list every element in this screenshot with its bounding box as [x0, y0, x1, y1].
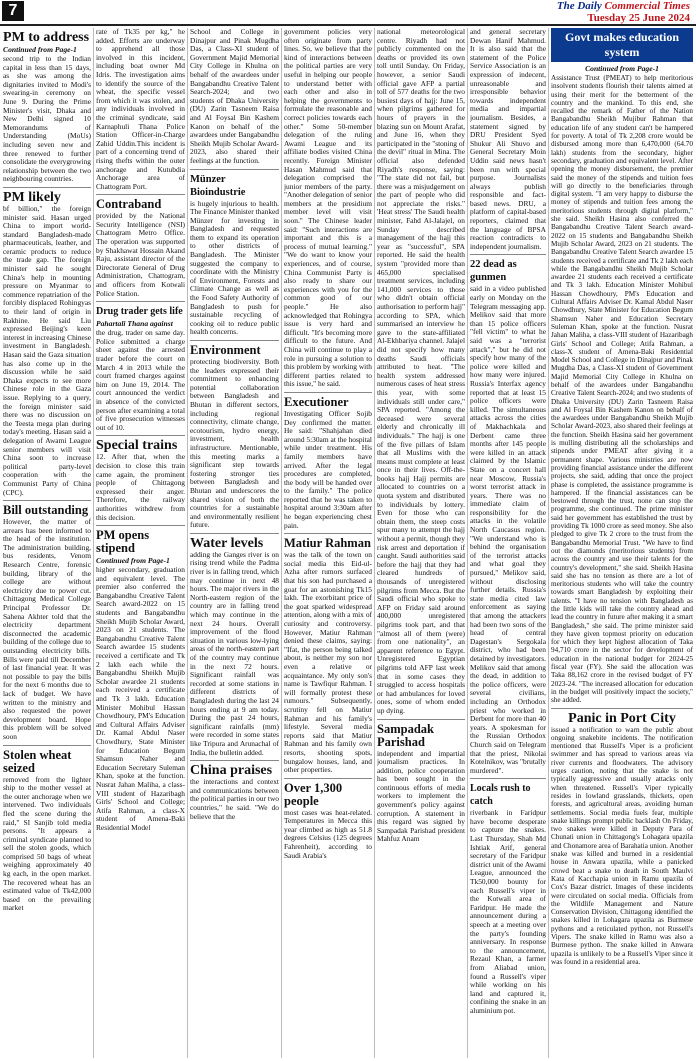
- divider: [3, 500, 91, 501]
- masthead: [0, 0, 696, 26]
- article-text: is hugely injurious to health. The Finance Minister thanked Münzer for investing in Bangladesh and requested them to expand its operation to other districts of Bangladesh. The Minister suggested the company to coordinate with the Ministry of Environment, Forests and Climate Change as well as the Food Safety Authority of Bangladesh to push for sustainable recycling of cooking oil to reduce public health concerns.: [190, 198, 279, 337]
- headline-govt-makes-education: Govt makes education system: [551, 28, 693, 62]
- divider: [284, 778, 372, 779]
- column-3: [190, 28, 279, 1058]
- divider: [284, 392, 372, 393]
- divider: [551, 708, 693, 709]
- headline-matiur-rahman: Matiur Rahman: [284, 536, 371, 551]
- article-text: protecting biodiversity. Both the leaders expressed their commitment to enhancing potential collaboration between Bangladesh and Bhutan in different sectors, including regional connectivity, climate change, ecotourism, hydro energy, investment, health infrastructure. Mentionable, this meeting marks a significant step towards fostering stronger ties between Bangladesh and Bhutan and underscores the shared vision of both the countries for a sustainable and environmentally resilient future.: [190, 357, 279, 530]
- paper-name-part2: Commercial Times: [604, 0, 690, 12]
- article-text: the interactions and context and communications between the political parties in our two countries," he said. "We do believe that the: [190, 777, 279, 821]
- article-text: issued a notification to warn the public about ongoing snakebite incidents. The notification mentioned that Russell's Viper is a proficient swimmer and has spread to various areas via river currents and floodwaters. The advisory urges caution, noting that the snake is not typically aggressive and usually attacks only when threatened. Russell's Viper typically resides in lowland grasslands, thickets, open forests, and agricultural areas, avoiding human settlements. Social media fuels fear, multiple snake killings prompt public backlash On Friday, two snakes were killed in Deputy Para of Chunati union in Chittagong's Lohagara upazila and Chonamore area of Barahatia union. Another snake was killed and burned in a residential house in Anwara upazila, while a panicked crowd beat a snake to death in South Maulvi Kata of Kacchapia union in Ramu upazila of Cox's Bazar district. Images of these incidents were circulated on social media. Officials from the Wildlife Management and Nature Conservation Division, Chittagong identified the snakes killed in Lohagara upazila as Burmese pythons and a reticulated python, not Russell's Vipers. The snake killed in Ramu was also a Burmese python. The snake killed in Anwara upazila is unlikely to be a Russell's Viper since it was found in a residential area.: [551, 725, 693, 966]
- column-4: [284, 28, 372, 1058]
- headline-bill-outstanding: Bill outstanding: [3, 503, 89, 518]
- headline-22-dead: 22 dead as gunmen: [470, 259, 517, 284]
- article-text: was the talk of the town on social media this Eid-ul-Azha after rumors surfaced that his son had purchased a goat for an astonishing Tk15 lakh. The exorbitant price of the goat sparked widespread attention, along with a mix of curiosity and controversy. However, Matiur Rahman denied these claims, saying: "Ifat, the person being talked about, is neither my son nor even a relative or acquaintance. My only son's name is Tawfiqur Rahman. I will formally protest these rumours." Subsequently, scrutiny fell on Matiur Rahman and his family's lifestyle. Several media reports said that Matiur Rahman and his family own resorts, shooting spots, bungalow houses, land, and other properties.: [284, 550, 372, 775]
- column-rule: [93, 28, 94, 1058]
- column-6: [470, 28, 546, 1058]
- column-5: [377, 28, 465, 1058]
- continued-label: Continued from Page-1: [3, 45, 77, 54]
- headline-drug-trader: Drug trader gets life: [96, 306, 183, 318]
- article-text: Assistance Trust (PMEAT) to help meritorious insolvent students flourish their talents aimed at using their merit for the betterment of the country and the mankind. To this end, she recalled the remark of Father of the Nation Bangabandhu Sheikh Mujibur Rahman that education life of any student can't be hampered for poverty. A total of Tk 2,208 crore would be disbursed among more than 6,470,000 (64.70 lakh) students from the secondary, higher secondary, graduation and equivalent level. After opening the money disbursement, the premier said the money of the stipends and tuition fees will go directly to the beneficiaries through digital system. "I am very happy to disburse the money of stipends and tuition fees among the meritorious students through digital platform," she said. Sheikh Hasina also conferred the Bangabandhu Creative Talent Search award-2022 on 15 students and Bangabandhu Sheikh Mujib Scholar Award, 2023 on 21 students. The Bangabandhu Creative Talent Search awardee 15 students received a certificate and Tk 2 lakh each while the Bangabandhu Sheikh Mujib Scholar awardee 21 students each received a certificate and Tk 3 lakh. Education Minister Mohibul Hassan Chowdhoury, PM's Education and Cultural Affairs Adviser Dr. Kamal Abdul Naser Chowdhury, State Minister for Education Begum Shamsun Naher and Education Secretary Suleman Khan, spoke at the function. Nusrat Jahan Maliha, a class-VIII student of Hazaribagh Girls' School and College; Atifa Rahman, a class-X student of Amena-Baki Residential Model School and College in Dinajpur and Pinak Mugdha Das, a Class-XI student of Government Majid Memorial City College in Khulna on behalf of the awardees under Bangabandhu Creative Talent Search-2024; and two students of Dhaka University (DU) Zarin Tasneem Raisa and Al Foysal Bin Kashem Kanon on behalf of the awardees under Bangabandhu Sheikh Mujib Scholar Award-2023, also shared their feelings at the function. Sheikh Hasina said her government is mulling distributing all the scholarships and stipends under PMEAT after giving it a permanent shape. Various ministries are now providing financial assistance under the different projects, she said, adding that once the project phase is completed, the assistance programme is hampered. If the financial assistances can be bestowed through the trust, none can stop the programme, she continued. The prime minister said her government has established the trust by providing Tk 1000 crore as seed money. She also pledged to give Tk 2 crore to the trust from the Bangabandhu Memorial Trust. "We have to find out the diamonds (meritorious students) from across the country and use their talents for the country's development," she said. Sheikh Hasina said she has no tension as there are a lot of meritorious students who will take the country towards smart Bangladesh by exploiting their talents. "I have no tension with Bangladesh as the little kids will take the country ahead and lead the country in future after making it a smart Bangladesh," she said. The prime minister said they have given topmost priority on education for which they kept highest allocation of Taka 94,710 crore in the sector for development of education in the national budget for 2024-25 fiscal year (FY). She said the allocation was Taka 88,162 crore in the revised budget of FY 2023-24. "The increased allocation for education in the budget will positively impact the society," she added.: [551, 74, 693, 705]
- column-rule: [467, 28, 468, 1058]
- headline-munzer: Münzer Bioindustrie: [190, 173, 246, 198]
- headline-contraband: Contraband: [96, 197, 162, 212]
- divider: [96, 435, 185, 436]
- article-text: said in a video published early on Monday on the Telegram messaging app. Melikov said that more than 15 police officers "fell victim" to what he said was a "terrorist attack"," but he did not specify how many of the police were killed and how many were injured. Russia's Interfax agency reported that at least 15 police officers were killed. The simultaneous attacks across the cities of Makhachkala and Derbent came three months after 145 people were killed in an attack claimed by the Islamic State on a concert hall near Moscow, Russia's worst terrorist attack in years. There was no immediate claim of responsibility for the attacks in the volatile North Caucasus region. "We understand who is behind the organisation of the terrorist attacks and what goal they pursued," Melikov said, without disclosing further details. Russia's state media cited law enforcement as saying that among the attackers had been two sons of the head of central Dagestan's Sergokala district, who had been detained by investigators. Melikov said that among the dead, in addition to the police officers, were several civilians, including an Orthodox priest who worked in Derbent for more than 40 years. A spokesman for the Russian Orthodox Church said on Telegram that the priest, Nikolai Kotelnikov, was "brutally murdered".: [470, 284, 546, 775]
- article-text: higher secondary, graduation and equivalent level. The premier also conferred the Bangabandhu Creative Talent Search award-2022 on 15 students and Bangabandhu Sheikh Mujib Scholar Award, 2023 on 21 students. The Bangabandhu Creative Talent Search awardee 15 students received a certificate and Tk 2 lakh each while the Bangabandhu Sheikh Mujib Scholar awardee 21 students each received a certificate and Tk 3 lakh. Education Minister Mohibul Hassan Chowdhoury, PM's Education and Cultural Affairs Adviser Dr. Kamal Abdul Naser Chowdhury, State Minister for Education Begum Shamsun Naher and Education Secretary Suleman Khan, spoke at the function. Nusrat Jahan Maliha, a class-VIII student of Hazaribagh Girls' School and College; Atifa Rahman, a class-X student of Amena-Baki Residential Model: [96, 565, 185, 832]
- headline-sampadak-parishad: Sampadak Parishad: [377, 721, 434, 749]
- article-text: School and College in Dinajpur and Pinak Mugdha Das, a Class-XI student of Government Majid Memorial City College in Khulna on behalf of the awardees under Bangabandhu Creative Talent Search-2024; and two students of Dhaka University (DU) Zarin Tasneem Raisa and Al Foysal Bin Kashem Kanon on behalf of the awardees under Bangabandhu Sheikh Mujib Scholar Award-2023, also shared their feelings at the function.: [190, 28, 279, 165]
- column-rule: [281, 28, 282, 1058]
- divider: [96, 301, 185, 302]
- headline-over-1300: Over 1,300 people: [284, 780, 343, 808]
- column-2: [96, 28, 185, 1058]
- divider: [470, 254, 546, 255]
- divider: [96, 194, 185, 195]
- article-text: national meteorological centre. Riyadh had not publicly commented on the deaths or provided its own toll until Sunday. On Friday, however, a senior Saudi official gave AFP a partial toll of 577 deaths for the two busiest days of hajj: June 15, when pilgrims gathered for hours of prayers in the blazing sun on Mount Arafat, and June 16, when they participated in the "stoning of the devil" ritual in Mina. The official also defended Riyadh's response, saying: "The state did not fail, but there was a misjudgement on the part of people who did not appreciate the risks." 'Heat stress' The Saudi health minister, Fahd Al-Jalajel, on Sunday described management of the hajj this year as "successful", SPA reported. He said the health system "provided more than 465,000 specialised treatment services, including 141,000 services to those who didn't obtain official authorisation to perform hajj" according to SPA, which summarised an interview he gave to the state-affiliated Al-Ekhbariya channel. Jalajel did not specify how many deaths Saudi officials attributed to heat. "The health system addressed numerous cases of heat stress this year, with some individuals still under care," SPA reported. "Among the deceased were several elderly and chronically ill individuals." The hajj is one of the five pillars of Islam that all Muslims with the means must complete at least once in their lives. Off-the-books hajj Hajj permits are allocated to countries on a quota system and distributed to individuals by lottery. Even for those who can obtain them, the steep costs spur many to attempt the hajj without a permit, though they risk arrest and deportation if caught. Saudi authorities said before the hajj that they had cleared hundreds of thousands of unregistered pilgrims from Mecca. But the Saudi official who spoke to AFP on Friday said around 400,000 unregistered pilgrims took part, and that "almost all of them (were) from one nationality", an apparent reference to Egypt. Unregistered Egyptian pilgrims told AFP last week that in some cases they struggled to access hospitals or had ambulances for loved ones, some of whom ended up dying.: [377, 28, 465, 715]
- article-text: independent and impartial journalism practices. In addition, police cooperation has been sought in the continuous efforts of media workers to implement the government's policy against corruption. A statement in this regard was signed by Sampadak Parishad president Mahfuz Anam: [377, 748, 465, 844]
- headline-executioner: Executioner: [284, 394, 349, 409]
- headline-pm-address: PM to address: [3, 30, 90, 45]
- article-text: most cases was heat-related. Temperatures in Mecca this year climbed as high as 51.8 degrees Celsius (125 degrees Fahrenheit), according to Saudi Arabia's: [284, 807, 372, 860]
- headline-pm-opens-stipend: PM opens stipend: [96, 528, 150, 556]
- article-text: removed from the lighter ship to the mother vessel at the outer anchorage when we intervened. Two individuals fled the scene during the raid," SI Sanjib told media persons. "It appears a criminal syndicate planned to sell the stolen goods, which comprised 50 bags of wheat weighing approximately 40 kg each, in the open market. The recovered wheat has an estimated value of Tk42,000 based on the prevailing market: [3, 774, 91, 913]
- article-text: bf billion," the foreign minister said. Hasan urged China to import world-standard Bangladesh-made pharmaceuticals, leather, and ceramic products to reduce the trade gap. The foreign minister said he sought China's help in mounting pressure on Myanmar to commence repatriation of the forcibly displaced Rohingyas to their land of origin in Rakhine. He said Liu expressed Beijing's keen interest in increasing Chinese investment in Bangladesh. Hasan said the Gaza situation has also come up in the discussion while he said Dhaka expects to see more Chinese role in the Gaza issue. Replying to a query, the foreign minister said there was no discussion on the Teesta mega plan during today's meeting. Hasan said a delegation of Awami League senior members will visit China soon to increase political party-level cooperation with the Communist Party of China (CPC).: [3, 203, 91, 497]
- column-rule: [548, 28, 549, 1058]
- column-1: [3, 28, 91, 1058]
- article-text: riverbank in Faridpur have become desperate to capture the snakes. Last Thursday, Shah Md Ishtiak Arif, general secretary of the Faridpur district unit of the Awami League, announced the Tk50,000 bounty for each Russell's viper in the Kotwali area of Faridpur. He made the announcement during a speech at a meeting over the party's founding anniversary. In response to the announcement, Rezaul Khan, a farmer from Aliabad union, found a Russell's viper while working on his land and captured it, confining the snake in an aluminium pot.: [470, 808, 546, 1015]
- divider: [3, 187, 91, 188]
- divider: [190, 340, 279, 341]
- continued-label: Continued from Page-1: [96, 556, 170, 566]
- headline-china-praises: China praises: [190, 763, 273, 779]
- headline-pm-likely: PM likely: [3, 189, 61, 205]
- divider: [96, 525, 185, 526]
- divider: [470, 778, 546, 779]
- article-text: However, the matter of arrears has been informed to the head of the institution. The administration building, bus residents, Venom Research Centre, forensic building, library of the college are without electricity due to power cut. Chittagong Medical College Principal Professor Dr. Sahena Akhter told that the electricity department disconnected the academic building of the college due to outstanding electricity bills. Bills were paid till December of last financial year. It was not possible to pay the bills for the next 6 months due to lack of budget. We have written to the ministry and also requested the power development board. Hope this problem will be solved soon: [3, 517, 91, 741]
- headline-environment: Environment: [190, 343, 261, 357]
- divider: [190, 169, 279, 170]
- article-text: government policies very often originate from party lines. So, we believe that the kind of interactions between the political parties are very useful in helping our people to understand better with each other and also in helping the governments to formulate the reasonable and correct policies towards each other." Some 50-member delegation of the ruling Awami League and its affiliate bodies visited China recently. Foreign Minister Hasan Mahmud said that delegation comprised the junior members of the party. "Another delegation of senior members at the presidium member level will visit soon." The Chinese leader said: "Such interactions are important and this is a process of mutual learning." "We do want to know your experiences, and of course, China Communist Party is also ready to share our experiences with you for the common good of our people." He also acknowledged that Rohingya issue is very hard and difficult. "It's becoming more difficult to the future. And China will continue to play a role in pursuing a solution to this problem by working with different parties related to this issue," he said.: [284, 28, 372, 389]
- column-rule: [187, 28, 188, 1058]
- page-number: 7: [2, 1, 24, 21]
- article-text: and general secretary Dewan Hanif Mahmud. It is also said that the statement of the Police Service Association is an expression of indecent, unreasonable and irresponsible behavior towards independent media and impartial journalism. Besides, a statement signed by DRU President Syed Shukur Ali Shuvo and General Secretary Moin Uddin said news hasn't been run with special purpose. Journalists always publish responsible and fact-based news. DRU, a platform of capital-based reporters, claimed that the language of BPSA reaction contradicts to independent journalism.: [470, 28, 546, 251]
- article-text: provided by the National Security Intelligence (NSI) Chattogram Metro Office. The operation was supported by Shakhawat Hossain Akand Raju, assistant director of the Directorate General of Drug Administration, Chattogram, and officers from Kotwali Police Station.: [96, 211, 185, 298]
- continued-label: Continued from Page-1: [585, 64, 659, 73]
- column-rule: [374, 28, 375, 1058]
- article-text: rate of Tk35 per kg," he added. Efforts are underway to apprehend all those involved in this incident, including boat owner Md Idris. The investigation aims to identify the source of the wheat, the specific vessel from which it was stolen, and any individuals involved in the criminal syndicate, said Karnaphuli Thana Police Station Officer-in-Charge Zahid Uddin.This incident is part of a concerning trend of rising thefts within the outer anchorage and Kutubdia Anchorage area of Chattogram Port.: [96, 28, 185, 191]
- article-text: second trip to the Indian capital in less than 15 days, as she was among the dignitaries invited to Modi's swearing-in ceremony on June 9. During the Prime Minister's visit, Dhaka and New Delhi signed 10 Memorandums of Understanding (MoUs) including seven new and three renewed to further consolidate the everygrowing relationship between the two neighbouring countries.: [3, 54, 91, 184]
- divider: [3, 745, 91, 746]
- headline-special-trains: Special trains: [96, 438, 178, 454]
- article-text: the drug, trader on same day. Police submitted a charge sheet against the arrested trader before the court on March 4 in 2013 while the court framed charges against him on June 19, 2014. The court announced the verdict in absence of the convicted person after examining a total of five prosecution witnesses out of 10.: [96, 328, 185, 432]
- paper-name-part1: The Daily: [556, 0, 605, 12]
- issue-date: Tuesday 25 June 2024: [587, 12, 690, 24]
- headline-locals-rush: Locals rush to catch: [470, 783, 531, 808]
- headline-stolen-wheat: Stolen wheat seized: [3, 747, 72, 775]
- article-text: 12. After that, when the decision to close this train came again, the prominent people of Chittagong expressed their anger. Therefore, the railway authorities withdrew from this decision.: [96, 452, 185, 522]
- column-7: [551, 28, 693, 1058]
- subheadline: Pahartali Thana against: [96, 319, 173, 329]
- divider: [377, 719, 465, 720]
- paper-name: [557, 0, 690, 12]
- headline-water-levels: Water levels: [190, 535, 264, 551]
- divider: [190, 533, 279, 534]
- divider: [284, 533, 372, 534]
- article-text: adding the Ganges river is on rising trend while the Padma river is in falling trend, which may continue in next 48 hours. The major rivers in the North-eastern region of the country are in falling trend which may continue in the next 24 hours. Overall improvement of the flood situation in various low-lying areas of the north-eastern part of the country may continue in the next 72 hours. Significant rainfall was recorded at some stations in different districts of Bangladesh during the last 24 hours ending at 9 am today. During the past 24 hours, significant rainfalls (mm) were recorded in some states like Tripura and Arunachal of India, the bulletin added.: [190, 549, 279, 757]
- headline-panic-port-city: Panic in Port City: [568, 710, 676, 726]
- divider: [190, 760, 279, 761]
- article-text: Investigating Officer Sojib Dey confirmed the matter. He said: "Shahjahan died around 5:30am at the hospital while under treatment. His family members have arrived. After the legal procedures are completed, the body will be handed over to the family." The police reported that he was taken to hospital around 3:30am after he began experiencing chest pain.: [284, 408, 372, 530]
